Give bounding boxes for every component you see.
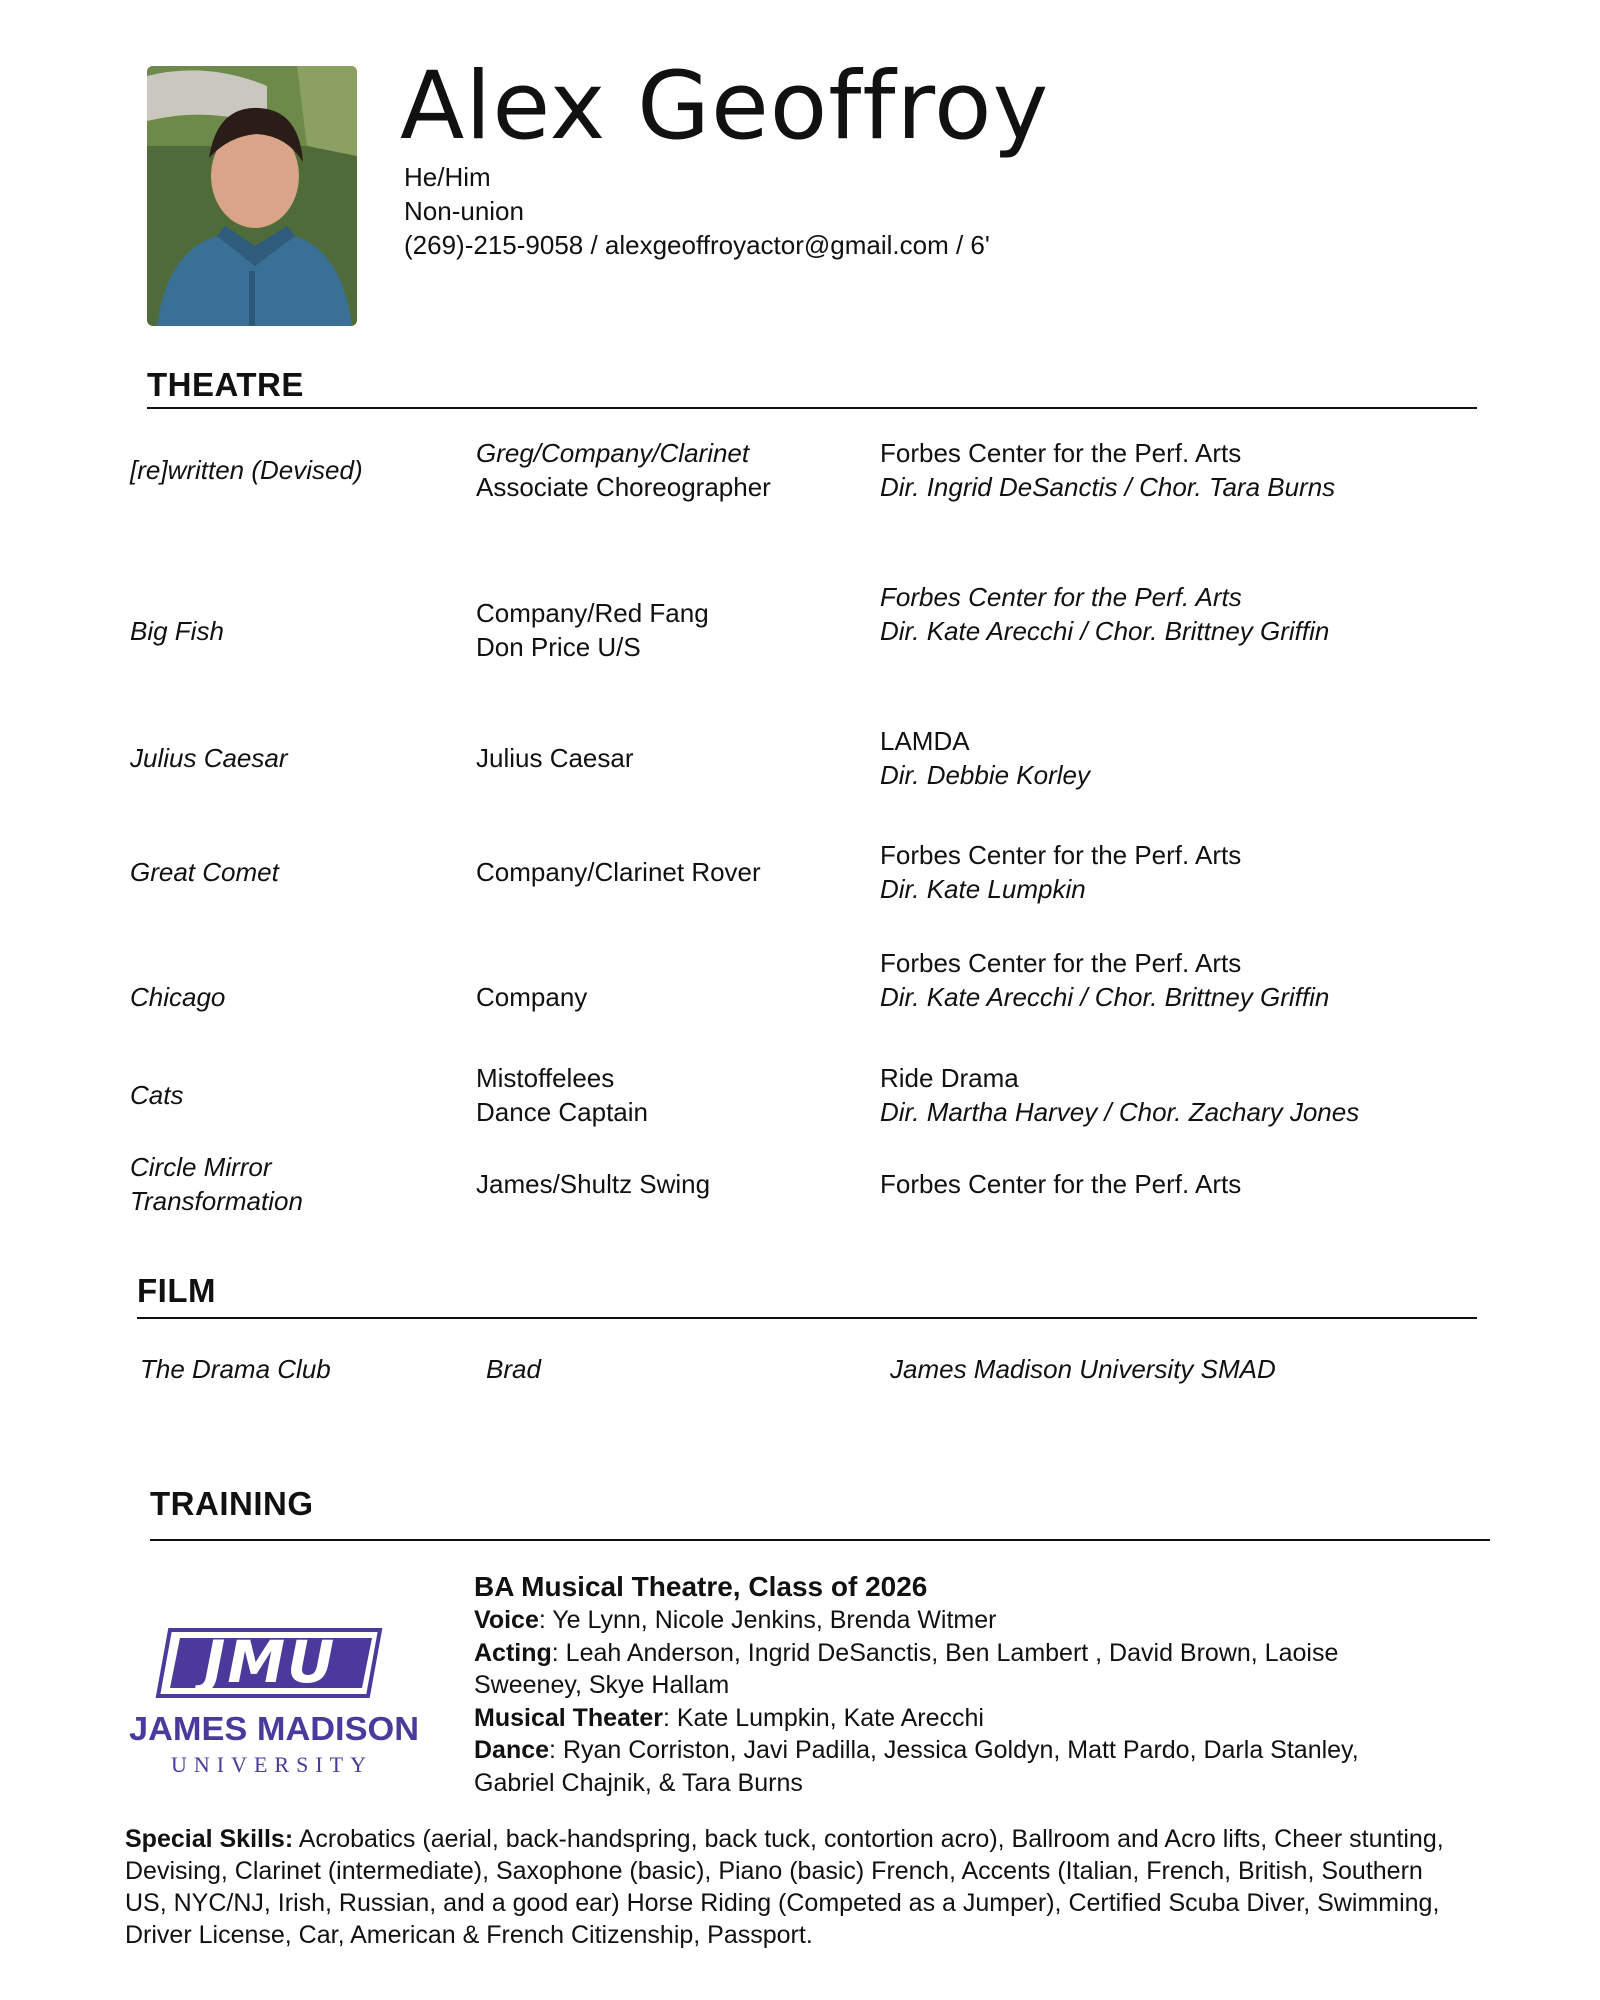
contact-block: [404, 160, 990, 262]
director: Dir. Ingrid DeSanctis / Chor. Tara Burns: [880, 472, 1336, 502]
role: Company/Red Fang: [476, 598, 709, 628]
musical-theater-teachers: : Kate Lumpkin, Kate Arecchi: [662, 1703, 984, 1732]
pronouns: He/Him: [404, 162, 491, 192]
musical-theater-line: [474, 1702, 1434, 1735]
voice-label: Voice: [474, 1606, 539, 1634]
musical-theater-label: Musical Theater: [474, 1703, 663, 1732]
jmu-mark: JMU: [203, 1628, 337, 1696]
film-divider: [137, 1317, 1477, 1319]
show-title: Julius Caesar: [130, 743, 288, 773]
venue: Ride Drama: [880, 1063, 1019, 1093]
acting-label: Acting: [474, 1638, 552, 1667]
degree: BA Musical Theatre, Class of 2026: [474, 1571, 928, 1602]
role: Julius Caesar: [476, 743, 634, 773]
training-heading: TRAINING: [150, 1485, 314, 1522]
show-title: Big Fish: [130, 616, 224, 646]
venue: Forbes Center for the Perf. Arts: [880, 840, 1242, 870]
voice-teachers: : Ye Lynn, Nicole Jenkins, Brenda Witmer: [538, 1606, 997, 1634]
film-title: The Drama Club: [140, 1354, 331, 1384]
director: Dir. Kate Arecchi / Chor. Brittney Griffin: [880, 616, 1330, 646]
role: Company/Clarinet Rover: [476, 857, 761, 887]
headshot-photo: [147, 66, 357, 326]
show-title: Cats: [130, 1080, 184, 1110]
venue: Forbes Center for the Perf. Arts: [880, 438, 1242, 468]
show-title: Chicago: [130, 982, 226, 1012]
dance-label: Dance: [474, 1736, 550, 1764]
venue: Forbes Center for the Perf. Arts: [880, 948, 1242, 978]
voice-line: [474, 1604, 1434, 1637]
dance-line: [474, 1734, 1434, 1799]
jmu-wordmark-line2: UNIVERSITY: [171, 1752, 373, 1777]
show-title: Great Comet: [130, 857, 279, 887]
venue: LAMDA: [880, 726, 970, 756]
film-role: Brad: [486, 1354, 541, 1384]
director: Dir. Kate Lumpkin: [880, 874, 1086, 904]
training-details: [474, 1604, 1434, 1799]
special-skills-label: Special Skills:: [125, 1825, 294, 1853]
role: Company: [476, 982, 588, 1012]
acting-teachers: : Leah Anderson, Ingrid DeSanctis, Ben Lambert , David Brown, Laoise Sweeney, Skye Hallam: [474, 1638, 1339, 1699]
show-title: Circle Mirror: [130, 1152, 272, 1182]
show-title: [re]written (Devised): [130, 455, 363, 485]
show-title-cont: Transformation: [130, 1186, 303, 1216]
director: Dir. Debbie Korley: [880, 760, 1091, 790]
special-skills-text: Acrobatics (aerial, back-handspring, back tuck, contortion acro), Ballroom and Acro lifts, Cheer stunting, Devising, Clarinet (intermediate), Saxophone (basic), Piano (basic) French, Accents (Italian, French, British, Southern US, NYC/NJ, Irish, Russian, and a good ear) Horse Riding (Competed as a Jumper), Certified Scuba Diver, Swimming, Driver License, Car, American & French Citizenship, Passport.: [125, 1825, 1444, 1949]
theatre-divider: [147, 407, 1477, 409]
role: Greg/Company/Clarinet: [476, 438, 750, 468]
special-skills: [125, 1823, 1445, 1951]
film-producer: James Madison University SMAD: [890, 1354, 1276, 1384]
acting-line: [474, 1637, 1434, 1702]
director: Dir. Kate Arecchi / Chor. Brittney Griffin: [880, 982, 1330, 1012]
jmu-logo: [128, 1612, 433, 1780]
actor-name: Alex Geoffroy: [400, 52, 1050, 161]
director: Dir. Martha Harvey / Chor. Zachary Jones: [880, 1097, 1360, 1127]
role-secondary: Dance Captain: [476, 1097, 648, 1127]
venue: Forbes Center for the Perf. Arts: [880, 1169, 1242, 1199]
jmu-wordmark-line1: JAMES MADISON: [129, 1710, 420, 1747]
theatre-heading: THEATRE: [147, 366, 304, 403]
dance-teachers: : Ryan Corriston, Javi Padilla, Jessica Goldyn, Matt Pardo, Darla Stanley, Gabriel Chajnik, & Tara Burns: [474, 1736, 1359, 1797]
role-secondary: Associate Choreographer: [476, 472, 771, 502]
role: James/Shultz Swing: [476, 1169, 711, 1199]
training-divider: [150, 1539, 1490, 1541]
role-secondary: Don Price U/S: [476, 632, 641, 662]
union-status: Non-union: [404, 196, 524, 226]
film-heading: FILM: [137, 1272, 216, 1309]
role: Mistoffelees: [476, 1063, 615, 1093]
venue: Forbes Center for the Perf. Arts: [880, 582, 1242, 612]
contact-line[interactable]: (269)-215-9058 / alexgeoffroyactor@gmail.com / 6': [404, 230, 990, 260]
